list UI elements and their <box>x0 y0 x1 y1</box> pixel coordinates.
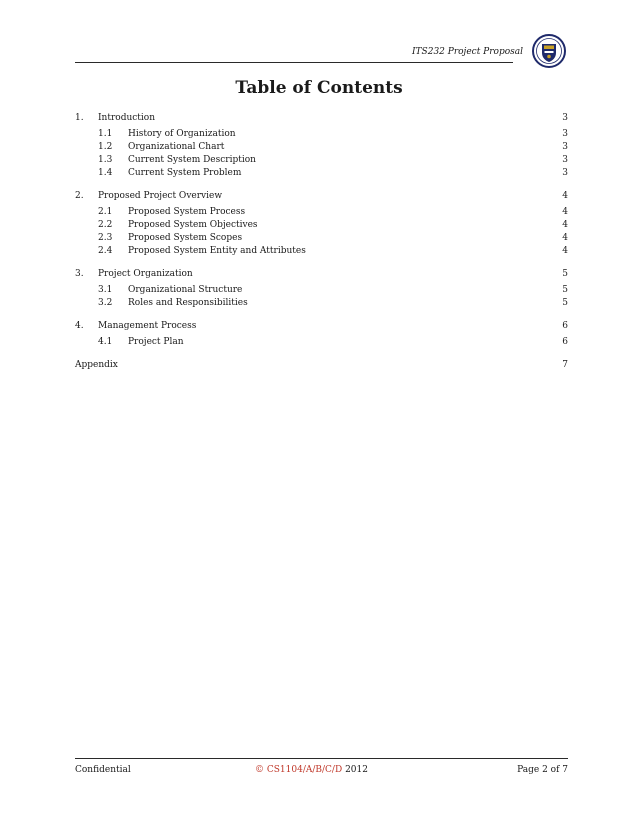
footer-rule <box>75 758 568 759</box>
toc-entry-label: Organizational Structure <box>128 285 243 295</box>
toc-entry-label: Roles and Responsibilities <box>128 298 248 308</box>
university-crest-logo <box>532 34 566 68</box>
toc-entry-number: 4. <box>75 321 84 331</box>
toc-section-entry[interactable] <box>75 190 568 203</box>
course-code: CS1104/A/B/C/D <box>266 765 343 775</box>
copyright-symbol: © <box>255 765 264 775</box>
copyright-year: 2012 <box>345 765 368 775</box>
toc-subsection-entry[interactable] <box>75 141 568 154</box>
toc-entry-page: 5 <box>562 285 568 295</box>
toc-entry-page: 3 <box>562 113 568 123</box>
toc-entry-number: 1.4 <box>98 168 113 178</box>
toc-section-entry[interactable] <box>75 112 568 125</box>
toc-entry-label: Current System Description <box>128 155 256 165</box>
toc-entry-label: Proposed System Objectives <box>128 220 258 230</box>
toc-entry-page: 4 <box>562 207 568 217</box>
header-title: ITS232 Project Proposal <box>412 47 523 57</box>
toc-entry-label: Appendix <box>75 360 118 370</box>
toc-entry-page: 3 <box>562 129 568 139</box>
footer-page-number: Page 2 of 7 <box>517 765 568 775</box>
toc-entry-label: Project Plan <box>128 337 184 347</box>
toc-entry-number: 2. <box>75 191 84 201</box>
toc-entry-page: 3 <box>562 168 568 178</box>
toc-entry-number: 3.2 <box>98 298 113 308</box>
toc-subsection-entry[interactable] <box>75 167 568 180</box>
toc-entry-page: 3 <box>562 155 568 165</box>
toc-entry-label: Management Process <box>98 321 197 331</box>
footer-copyright <box>255 764 368 776</box>
toc-subsection-entry[interactable] <box>75 297 568 310</box>
toc-entry-label: Proposed System Scopes <box>128 233 243 243</box>
toc-entry-label: Proposed System Entity and Attributes <box>128 246 306 256</box>
toc-subsection-entry[interactable] <box>75 128 568 141</box>
toc-entry-page: 7 <box>562 360 568 370</box>
toc-entry-number: 2.3 <box>98 233 113 243</box>
toc-entry-number: 1. <box>75 113 84 123</box>
toc-entry-label: Proposed Project Overview <box>98 191 223 201</box>
toc-entry-label: Introduction <box>98 113 155 123</box>
toc-subsection-entry[interactable] <box>75 336 568 349</box>
toc-entry-number: 3.1 <box>98 285 113 295</box>
toc-entry-page: 4 <box>562 220 568 230</box>
toc-section-entry[interactable] <box>75 268 568 281</box>
toc-section-entry[interactable] <box>75 320 568 333</box>
toc-entry-page: 4 <box>562 233 568 243</box>
toc-subsection-entry[interactable] <box>75 245 568 258</box>
toc-entry-number: 2.1 <box>98 207 113 217</box>
table-of-contents <box>75 112 568 372</box>
toc-entry-page: 6 <box>562 337 568 347</box>
toc-subsection-entry[interactable] <box>75 232 568 245</box>
toc-entry-number: 2.4 <box>98 246 113 256</box>
header-rule <box>75 62 513 63</box>
toc-entry-page: 4 <box>562 246 568 256</box>
toc-entry-page: 5 <box>562 298 568 308</box>
page-title: Table of Contents <box>235 78 403 98</box>
toc-entry-number: 4.1 <box>98 337 113 347</box>
toc-entry-label: Current System Problem <box>128 168 242 178</box>
toc-entry-page: 6 <box>562 321 568 331</box>
toc-appendix-entry[interactable] <box>75 359 568 372</box>
toc-entry-page: 4 <box>562 191 568 201</box>
toc-subsection-entry[interactable] <box>75 206 568 219</box>
toc-entry-page: 3 <box>562 142 568 152</box>
toc-entry-label: Organizational Chart <box>128 142 225 152</box>
toc-entry-number: 1.3 <box>98 155 113 165</box>
toc-entry-number: 3. <box>75 269 84 279</box>
toc-entry-number: 2.2 <box>98 220 113 230</box>
toc-subsection-entry[interactable] <box>75 219 568 232</box>
toc-subsection-entry[interactable] <box>75 284 568 297</box>
toc-entry-number: 1.2 <box>98 142 113 152</box>
toc-entry-label: History of Organization <box>128 129 236 139</box>
toc-entry-label: Proposed System Process <box>128 207 246 217</box>
toc-subsection-entry[interactable] <box>75 154 568 167</box>
toc-entry-number: 1.1 <box>98 129 113 139</box>
footer-confidential: Confidential <box>75 765 131 775</box>
toc-entry-page: 5 <box>562 269 568 279</box>
toc-entry-label: Project Organization <box>98 269 193 279</box>
